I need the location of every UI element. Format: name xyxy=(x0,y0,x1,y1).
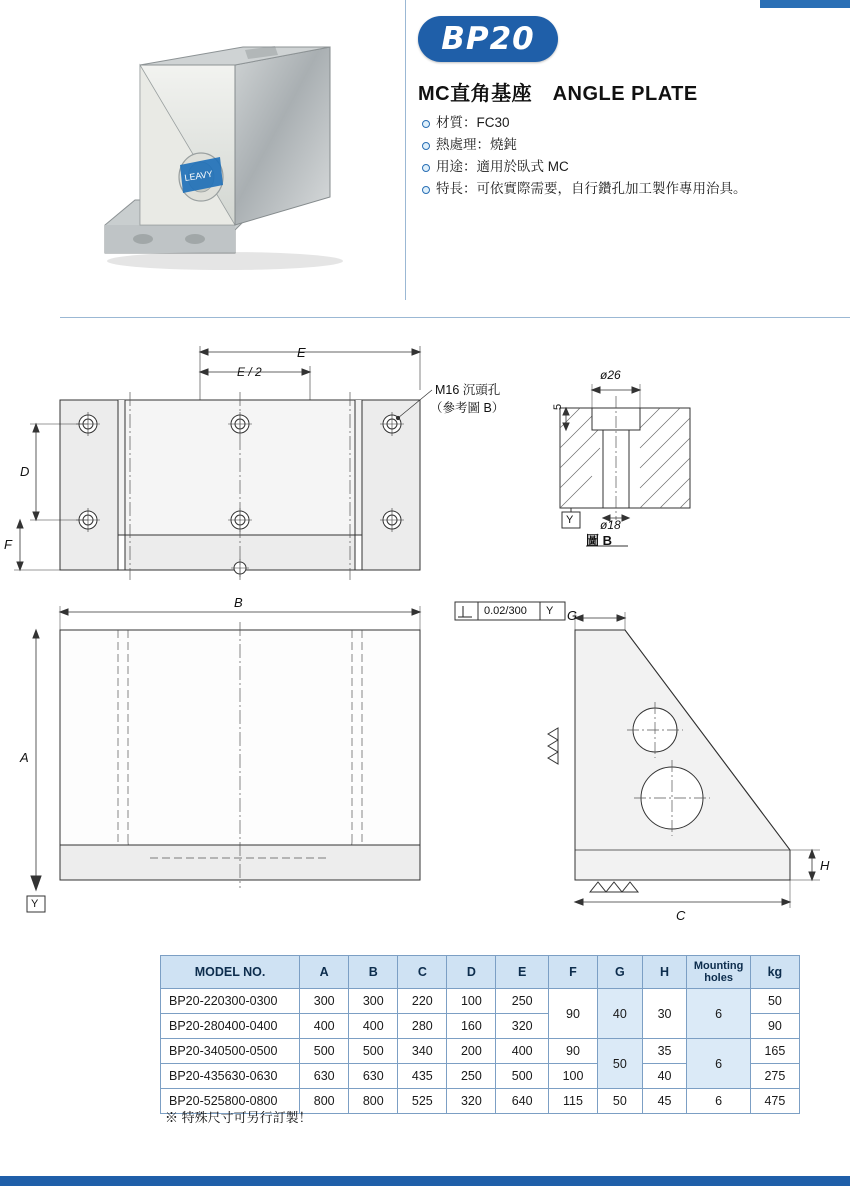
cell-model: BP20-220300-0300 xyxy=(161,989,300,1014)
cell-c: 435 xyxy=(398,1064,447,1089)
cell-kg: 475 xyxy=(750,1089,799,1114)
cell-a: 300 xyxy=(300,989,349,1014)
cell-model: BP20-280400-0400 xyxy=(161,1014,300,1039)
geo-tolerance-datum: Y xyxy=(546,605,554,617)
dimension-label-d: D xyxy=(20,464,30,479)
cell-e: 500 xyxy=(496,1064,549,1089)
cell-f: 90 xyxy=(548,989,597,1039)
specification-table xyxy=(160,955,800,1114)
datum-label-y-detail: Y xyxy=(566,514,574,526)
dimension-label-f: F xyxy=(4,537,12,552)
col-mounting-holes xyxy=(687,956,750,989)
cell-a: 500 xyxy=(300,1039,349,1064)
cell-c: 220 xyxy=(398,989,447,1014)
col-a: A xyxy=(300,956,349,989)
cell-b: 630 xyxy=(349,1064,398,1089)
table-note: ※ 特殊尺寸可另行訂製！ xyxy=(165,1110,312,1125)
model-badge-label: BP20 xyxy=(441,21,535,57)
col-model: MODEL NO. xyxy=(161,956,300,989)
cell-h: 40 xyxy=(642,1064,687,1089)
table-header-row xyxy=(161,956,800,989)
cell-c: 340 xyxy=(398,1039,447,1064)
cell-c: 525 xyxy=(398,1089,447,1114)
col-b: B xyxy=(349,956,398,989)
cell-f: 115 xyxy=(548,1089,597,1114)
cell-d: 320 xyxy=(447,1089,496,1114)
spec-item-usage: 用途：適用於臥式 MC xyxy=(420,156,840,178)
cell-kg: 50 xyxy=(750,989,799,1014)
cell-h: 30 xyxy=(642,989,687,1039)
col-f: F xyxy=(548,956,597,989)
counterbore-note-line1: M16 沉頭孔 xyxy=(435,383,501,397)
col-mounting-holes-line2: holes xyxy=(704,972,733,984)
cell-holes: 6 xyxy=(687,1039,750,1089)
cell-g: 50 xyxy=(598,1039,643,1089)
cell-b: 500 xyxy=(349,1039,398,1064)
model-badge xyxy=(418,16,558,62)
header-corner-accent xyxy=(760,0,850,8)
dimension-label-dia18: ø18 xyxy=(600,518,621,532)
cell-b: 300 xyxy=(349,989,398,1014)
cell-kg: 165 xyxy=(750,1039,799,1064)
col-g: G xyxy=(598,956,643,989)
dimension-label-h: H xyxy=(820,858,830,873)
cell-f: 100 xyxy=(548,1064,597,1089)
cell-e: 320 xyxy=(496,1014,549,1039)
footer-bar xyxy=(0,1176,850,1186)
spec-item-material: 材質：FC30 xyxy=(420,112,840,134)
dimension-label-dia26: ø26 xyxy=(600,368,621,382)
col-kg: kg xyxy=(750,956,799,989)
cell-e: 250 xyxy=(496,989,549,1014)
cell-f: 90 xyxy=(548,1039,597,1064)
header-horizontal-divider xyxy=(60,317,850,318)
product-header xyxy=(0,0,850,318)
cell-model: BP20-525800-0800 xyxy=(161,1089,300,1114)
col-c: C xyxy=(398,956,447,989)
cell-e: 400 xyxy=(496,1039,549,1064)
cell-d: 160 xyxy=(447,1014,496,1039)
cell-h: 45 xyxy=(642,1089,687,1114)
page-title: MC直角基座 ANGLE PLATE xyxy=(418,83,698,105)
counterbore-note-line2: （參考圖 B） xyxy=(430,401,505,415)
cell-c: 280 xyxy=(398,1014,447,1039)
table-row xyxy=(161,1039,800,1064)
cell-e: 640 xyxy=(496,1089,549,1114)
cell-h: 35 xyxy=(642,1039,687,1064)
dimension-label-e: E xyxy=(297,345,306,360)
table-row xyxy=(161,989,800,1014)
dimension-label-g: G xyxy=(567,608,578,623)
cell-a: 400 xyxy=(300,1014,349,1039)
cell-b: 800 xyxy=(349,1089,398,1114)
geo-tolerance-value: 0.02/300 xyxy=(484,605,527,617)
detail-b-title: 圖 B xyxy=(586,533,613,548)
cell-g: 50 xyxy=(598,1089,643,1114)
col-d: D xyxy=(447,956,496,989)
cell-a: 630 xyxy=(300,1064,349,1089)
technical-drawing xyxy=(0,330,850,940)
cell-d: 200 xyxy=(447,1039,496,1064)
spec-item-feature: 特長：可依實際需要，自行鑽孔加工製作專用治具。 xyxy=(420,178,840,200)
cell-d: 250 xyxy=(447,1064,496,1089)
cell-kg: 275 xyxy=(750,1064,799,1089)
cell-a: 800 xyxy=(300,1089,349,1114)
cell-model: BP20-435630-0630 xyxy=(161,1064,300,1089)
col-h: H xyxy=(642,956,687,989)
cell-holes: 6 xyxy=(687,1089,750,1114)
cell-g: 40 xyxy=(598,989,643,1039)
spec-table-wrap xyxy=(160,955,800,1114)
cell-b: 400 xyxy=(349,1014,398,1039)
dimension-label-e-half: E / 2 xyxy=(237,365,262,379)
dimension-label-c: C xyxy=(676,908,686,923)
cell-model: BP20-340500-0500 xyxy=(161,1039,300,1064)
cell-kg: 90 xyxy=(750,1014,799,1039)
spec-list xyxy=(420,112,840,200)
cell-holes: 6 xyxy=(687,989,750,1039)
col-mounting-holes-line1: Mounting xyxy=(693,960,744,972)
col-e: E xyxy=(496,956,549,989)
header-vertical-divider xyxy=(405,0,406,300)
cell-d: 100 xyxy=(447,989,496,1014)
datum-label-y-front: Y xyxy=(31,898,39,910)
svg-text:LEAVY: LEAVY xyxy=(183,168,214,183)
spec-item-heat-treatment: 熱處理：燒鈍 xyxy=(420,134,840,156)
drawing-svg xyxy=(0,330,850,940)
dimension-label-a: A xyxy=(20,750,29,765)
dimension-label-b: B xyxy=(234,595,243,610)
product-photo xyxy=(95,25,355,275)
dimension-label-depth5: 5 xyxy=(552,403,564,410)
